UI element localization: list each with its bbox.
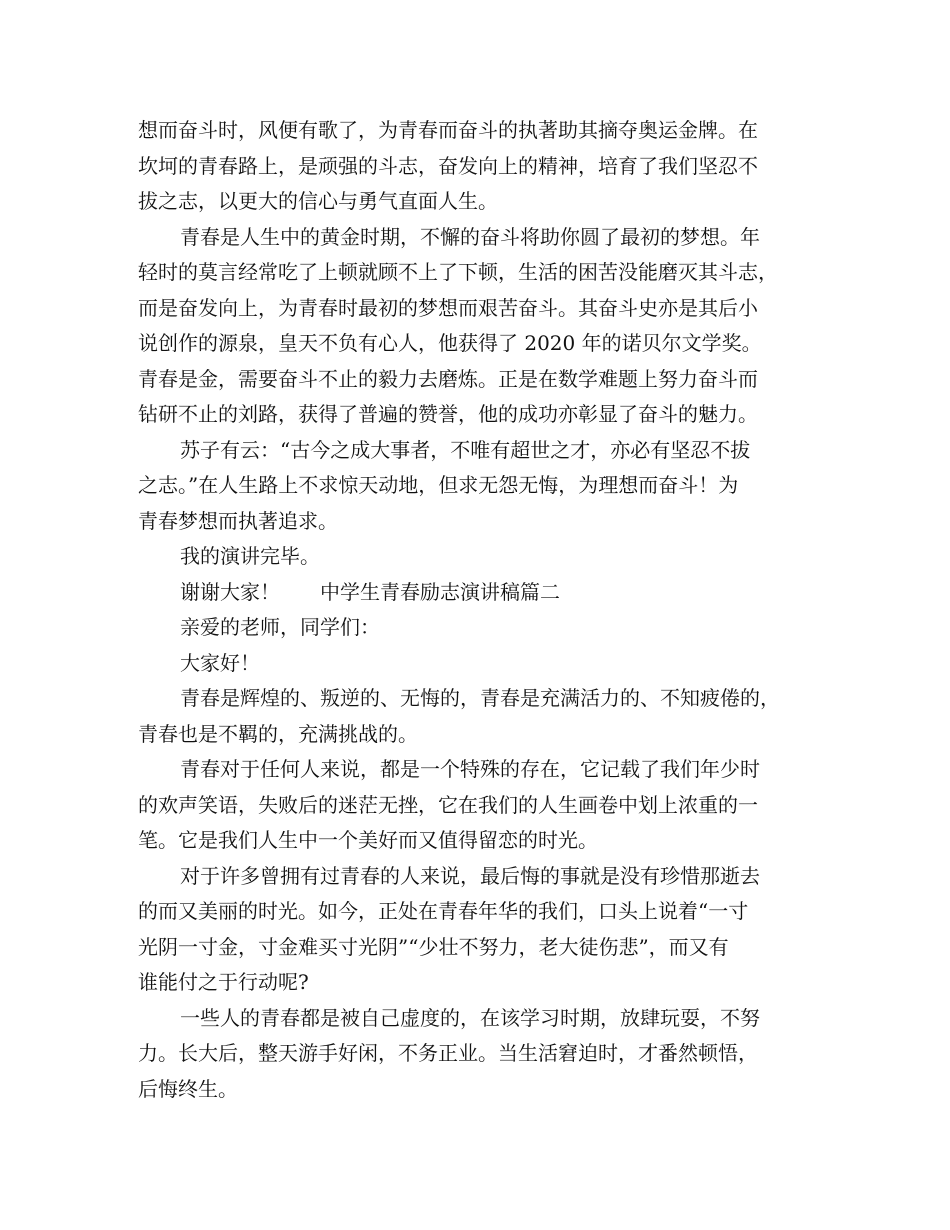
section-heading: 中学生青春励志演讲稿篇二 bbox=[320, 579, 560, 604]
text-line: 苏子有云：“古今之成大事者，不唯有超世之才，亦必有坚忍不拔 bbox=[180, 437, 751, 462]
text-line: 青春是辉煌的、叛逆的、无悔的，青春是充满活力的、不知疲倦的， bbox=[180, 686, 780, 710]
closing-and-heading-line bbox=[138, 575, 828, 611]
text-line: 对于许多曾拥有过青春的人来说，最后悔的事就是没有珍惜那逝去 bbox=[180, 863, 760, 888]
text-line: 力。长大后，整天游手好闲，不务正业。当生活窘迫时，才番然顿悟， bbox=[138, 1041, 758, 1065]
text-line: 我的演讲完毕。 bbox=[180, 544, 320, 568]
text-line: 想而奋斗时，风便有歌了，为青春而奋斗的执著助其摘夺奥运金牌。在 bbox=[138, 118, 758, 142]
text-line: 拔之志，以更大的信心与勇气直面人生。 bbox=[138, 189, 498, 213]
text-line: 青春对于任何人来说，都是一个特殊的存在，它记载了我们年少时 bbox=[180, 757, 760, 781]
text-line: 亲爱的老师，同学们： bbox=[180, 615, 380, 639]
text-line: 青春是人生中的黄金时期，不懈的奋斗将助你圆了最初的梦想。年 bbox=[180, 224, 760, 249]
text-line: 青春是金，需要奋斗不止的毅力去磨炼。正是在数学难题上努力奋斗而 bbox=[138, 366, 758, 391]
text-line: 青春也是不羁的，充满挑战的。 bbox=[138, 721, 418, 746]
text-line: 坎坷的青春路上，是顽强的斗志，奋发向上的精神，培育了我们坚忍不 bbox=[138, 153, 758, 178]
text-line: 青春梦想而执著追求。 bbox=[138, 508, 338, 533]
text-line: 光阴一寸金，寸金难买寸光阴”“少壮不努力，老大徒伤悲”，而又有 bbox=[138, 934, 729, 959]
text-line: 的而又美丽的时光。如今，正处在青春年华的我们，口头上说着“一寸 bbox=[138, 899, 749, 923]
text-line: 大家好！ bbox=[180, 650, 260, 675]
thanks-text: 谢谢大家！ bbox=[180, 579, 280, 604]
text-line: 说创作的源泉，皇天不负有心人，他获得了 2020 年的诺贝尔文学奖。 bbox=[138, 331, 762, 355]
text-line: 谁能付之于行动呢? bbox=[138, 970, 309, 994]
text-line: 而是奋发向上，为青春时最初的梦想而艰苦奋斗。其奋斗史亦是其后小 bbox=[138, 295, 758, 320]
text-line: 笔。它是我们人生中一个美好而又值得留恋的时光。 bbox=[138, 828, 598, 852]
text-line: 之志。”在人生路上不求惊天动地，但求无怨无悔，为理想而奋斗！为 bbox=[138, 473, 739, 497]
document-body bbox=[138, 113, 828, 1107]
text-line: 一些人的青春都是被自己虚度的，在该学习时期，放肆玩耍，不努 bbox=[180, 1005, 760, 1030]
text-line: 后悔终生。 bbox=[138, 1076, 238, 1101]
text-line: 的欢声笑语，失败后的迷茫无挫，它在我们的人生画卷中划上浓重的一 bbox=[138, 792, 758, 817]
text-line: 轻时的莫言经常吃了上顿就顾不上了下顿，生活的困苦没能磨灭其斗志， bbox=[138, 260, 778, 284]
text-line: 钻研不止的刘路，获得了普遍的赞誉，他的成功亦彰显了奋斗的魅力。 bbox=[138, 402, 758, 426]
